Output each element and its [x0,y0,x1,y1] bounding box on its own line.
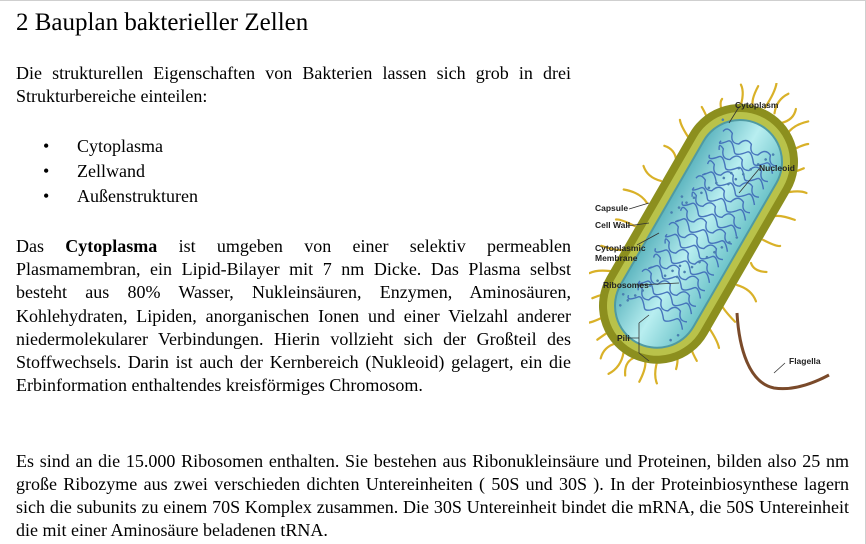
page-border-top [0,0,866,1]
bullet-icon: • [43,186,50,206]
pilus [639,360,645,382]
pilus [737,285,756,301]
structure-list [16,134,198,209]
pilus [609,353,624,374]
pilus [751,263,767,272]
pilus [782,109,796,123]
flagellum [737,313,829,389]
bullet-icon: • [43,161,50,181]
ribosome-paragraph: Es sind an die 15.000 Ribosomen enthalten. Sie bestehen aus Ribonukleinsäure und Proteinen, bilden also 25 nm große Ribozyme aus zwei verschieden dichten Untereinheiten ( 50S und 30S ). In der Proteinbiosynthese lagern sich die subunits zu einem 70S Komplex zusammen. Die 30S Untereinheit bindet die mRNA, die 50S Untereinheit die mit einer Aminosäure beladenen tRNA. [16,451,849,540]
label-capsule: Capsule [595,203,629,213]
label-cytoplasm: Cytoplasm [735,100,779,110]
cytoplasm-paragraph-prefix: Das [16,236,66,256]
list-item-label: Cytoplasma [77,136,163,156]
pilus [625,358,633,375]
bullet-icon: • [43,136,50,156]
pilus [644,166,662,181]
pilus [773,216,795,220]
list-item [16,184,198,209]
intro-paragraph: Die strukturellen Eigenschaften von Bakterien lassen sich grob in drei Strukturbereiche einteilen: [16,63,571,106]
list-item [16,134,198,159]
pilus [763,240,780,246]
section-heading: 2 Bauplan bakterieller Zellen [16,9,309,36]
label-ribosomes: Ribosomes [603,280,649,290]
pilus [722,305,735,321]
pilus [664,146,676,161]
cytoplasm-paragraph-body: ist umgeben von einer selektiv permeablen Plasmamembran, ein Lipid-Bilayer mit 7 nm Dicke. Das Plasma selbst besteht aus 80% Wasser, Nukleinsäuren, Enzymen, Aminosäuren, Kohlehydraten, Lipiden, anorganischen Ionen und einer Vielzahl anderer niedermolekularer Verbindungen. Hierin vollzieht sich der Großteil des Stoffwechsels. Darin ist auch der Kernbereich (Nukleoid) gelagert, ein die Erbinformation enthaltendes kreisförmiges Chromosom. [16,236,571,396]
cytoplasm-paragraph [16,235,571,397]
cytoplasm-term: Cytoplasma [65,236,158,256]
label-pili: Pili [617,333,630,343]
label-nucleoid: Nucleoid [759,163,795,173]
label-flagella: Flagella [789,356,821,366]
pilus [624,190,647,204]
list-item-label: Zellwand [77,161,145,181]
list-item [16,159,198,184]
label-cytoplasmic-membrane-1: Cytoplasmic [595,243,646,253]
pilus [601,343,617,358]
bacterium-illustration [589,83,835,401]
label-cell-wall: Cell Wall [595,220,631,230]
list-item-label: Außenstrukturen [77,186,198,206]
label-cytoplasmic-membrane-2: Membrane [595,253,638,263]
